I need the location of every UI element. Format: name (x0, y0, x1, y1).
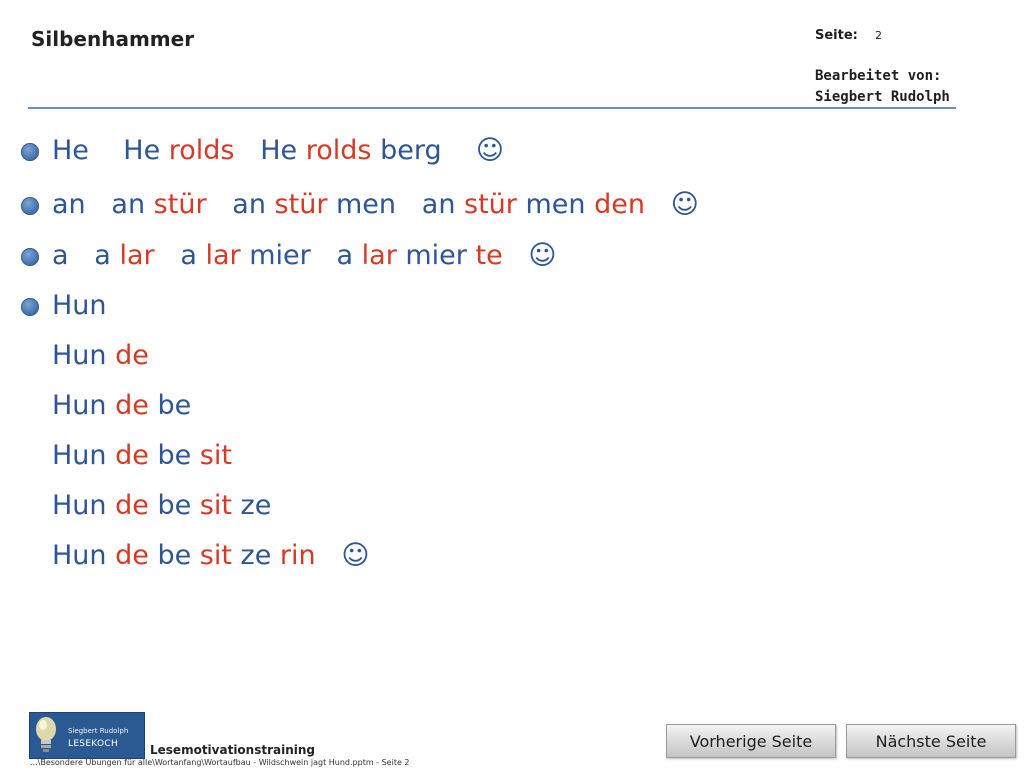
previous-page-button[interactable]: Vorherige Seite (666, 724, 836, 758)
syllable-blue: a (94, 240, 120, 271)
footer-title: Lesemotivationstraining (150, 743, 316, 757)
page-title: Silbenhammer (31, 27, 195, 51)
syllable-red: de (115, 540, 149, 571)
syllable-blue: men (327, 189, 397, 220)
syllable-red: stür (274, 189, 328, 220)
bullet-icon (21, 197, 39, 215)
syllable-blue (235, 135, 261, 166)
logo-author: Siegbert Rudolph (68, 727, 129, 735)
syllable-red: den (594, 189, 645, 220)
syllable-blue: an (232, 189, 275, 220)
syllable-blue: He (260, 135, 306, 166)
syllable-red: lar (361, 240, 397, 271)
syllable-blue (207, 189, 233, 220)
syllable-blue: an (111, 189, 154, 220)
syllable-blue: a (336, 240, 362, 271)
syllable-blue: a (180, 240, 206, 271)
syllable-red: stür (464, 189, 517, 220)
header-divider (28, 107, 956, 109)
syllable-red: de (115, 390, 149, 421)
edited-by-name: Siegbert Rudolph (815, 89, 950, 105)
syllable-blue (69, 240, 95, 271)
syllable-red: rolds (168, 135, 235, 166)
syllable-blue: Hun (52, 290, 107, 321)
syllable-blue: ☺ (315, 540, 370, 571)
syllable-red: sit (199, 440, 232, 471)
edited-by-block (815, 66, 950, 108)
syllable-red: lar (119, 240, 155, 271)
syllable-row (52, 438, 232, 474)
syllable-blue: ☺ (502, 240, 557, 271)
syllable-blue: mier (240, 240, 311, 271)
syllable-blue: be (148, 440, 200, 471)
syllable-blue: be (148, 390, 192, 421)
syllable-blue: mier (396, 240, 476, 271)
syllable-blue (89, 135, 123, 166)
syllable-blue: be (148, 540, 200, 571)
page-label: Seite: (815, 28, 858, 43)
syllable-row (52, 288, 107, 324)
syllable-red: stür (153, 189, 207, 220)
syllable-blue (396, 189, 422, 220)
syllable-blue: a (52, 240, 69, 271)
syllable-blue: berg (371, 135, 442, 166)
syllable-blue: Hun (52, 540, 116, 571)
syllable-red: lar (205, 240, 241, 271)
syllable-blue: Hun (52, 340, 116, 371)
syllable-blue: ☺ (644, 189, 699, 220)
syllable-row (52, 133, 504, 169)
syllable-blue: be (148, 490, 200, 521)
syllable-blue: ☺ (441, 135, 505, 166)
syllable-row (52, 488, 271, 524)
syllable-row (52, 187, 699, 223)
syllable-red: sit (199, 490, 232, 521)
syllable-blue: He (123, 135, 169, 166)
logo-brand: LESEKOCH (68, 739, 119, 749)
syllable-blue (311, 240, 337, 271)
syllable-blue (155, 240, 181, 271)
syllable-red: te (475, 240, 503, 271)
lightbulb-icon (33, 715, 59, 755)
next-page-button[interactable]: Nächste Seite (846, 724, 1016, 758)
syllable-red: sit (199, 540, 232, 571)
edited-by-label: Bearbeitet von: (815, 68, 942, 84)
lesekoch-logo (29, 712, 145, 759)
syllable-blue: ze (231, 540, 280, 571)
syllable-row (52, 238, 557, 274)
footer-file-path: ...\Besondere Übungen für alle\Wortanfang\Wortaufbau - Wildschwein jagt Hund.pptm - Seite 2 (30, 758, 410, 767)
syllable-blue: Hun (52, 390, 116, 421)
syllable-red: rolds (305, 135, 372, 166)
page-number: 2 (875, 29, 882, 42)
syllable-blue: Hun (52, 440, 116, 471)
syllable-blue: an (421, 189, 465, 220)
syllable-row (52, 338, 149, 374)
syllable-blue: an (52, 189, 86, 220)
syllable-blue: ze (231, 490, 272, 521)
syllable-red: rin (279, 540, 316, 571)
bullet-icon (21, 298, 39, 316)
bullet-icon (21, 143, 39, 161)
bullet-icon (21, 248, 39, 266)
syllable-blue: He (52, 135, 89, 166)
syllable-row (52, 388, 191, 424)
syllable-blue: men (516, 189, 595, 220)
syllable-red: de (115, 440, 149, 471)
syllable-red: de (115, 340, 149, 371)
syllable-blue: Hun (52, 490, 116, 521)
syllable-row (52, 538, 370, 574)
syllable-red: de (115, 490, 149, 521)
syllable-blue (86, 189, 112, 220)
